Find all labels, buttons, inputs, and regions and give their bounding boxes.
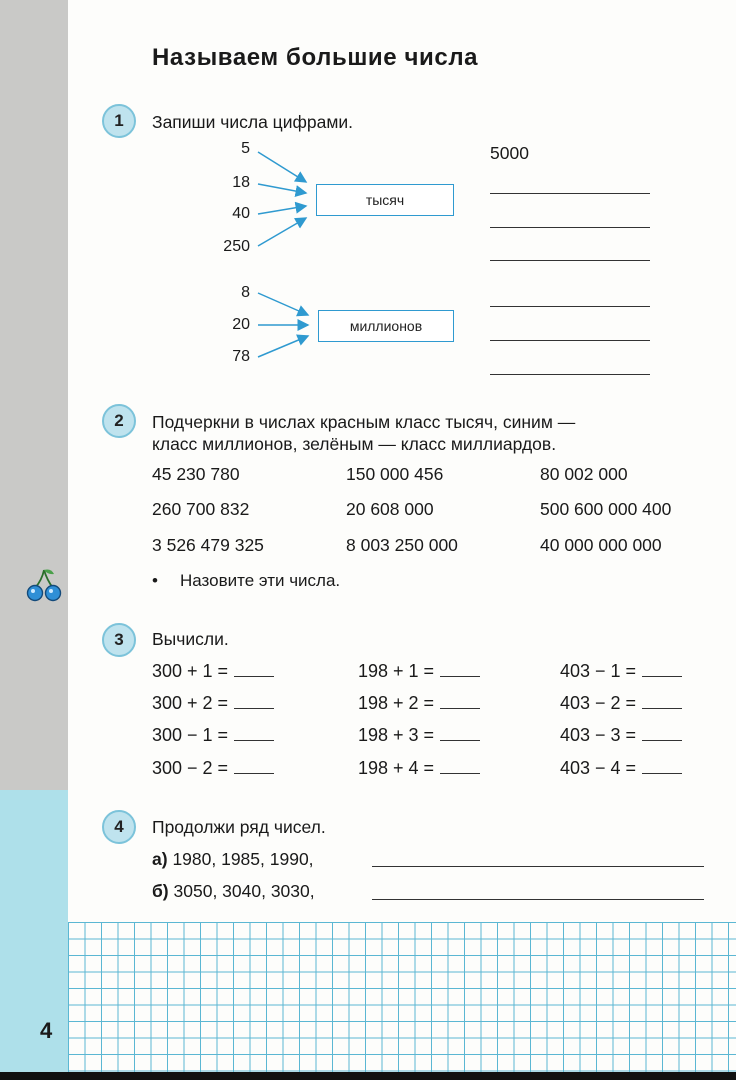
task-2-number: 2 — [102, 404, 136, 438]
number-cell: 20 608 000 — [346, 499, 434, 519]
arrow-78-millions — [258, 336, 308, 357]
task-1-instruction: Запиши числа цифрами. — [152, 112, 354, 132]
expression: 300 + 2 = — [152, 693, 274, 714]
number-cell: 45 230 780 — [152, 464, 240, 484]
series-b-values: 3050, 3040, 3030, — [173, 881, 315, 901]
arrow-250-thousands — [258, 218, 306, 246]
answer-blank[interactable] — [440, 726, 480, 741]
answer-blank[interactable] — [642, 726, 682, 741]
number-cell: 260 700 832 — [152, 499, 250, 519]
expression: 300 − 2 = — [152, 758, 274, 779]
number-cell: 150 000 456 — [346, 464, 444, 484]
answer-blank[interactable] — [234, 759, 274, 774]
millions-value-2: 20 — [232, 316, 250, 333]
expression: 403 − 2 = — [560, 693, 682, 714]
task-2-instruction-line2: класс миллионов, зелёным — класс миллиардов. — [152, 434, 557, 454]
expression: 300 − 1 = — [152, 725, 274, 746]
expression: 300 + 1 = — [152, 661, 274, 682]
arrow-18-thousands — [258, 184, 306, 193]
millions-value-3: 78 — [232, 348, 250, 365]
answer-blank[interactable] — [440, 662, 480, 677]
thousands-value-2: 18 — [232, 174, 250, 191]
number-cell: 500 600 000 400 — [540, 499, 672, 519]
series-b-answer-line[interactable] — [372, 899, 704, 900]
answer-line-1[interactable] — [490, 193, 650, 194]
arrow-5-thousands — [258, 152, 306, 182]
task-2-instruction-line1: Подчеркни в числах красным класс тысяч, синим — — [152, 412, 576, 432]
task-3-instruction: Вычисли. — [152, 629, 229, 649]
millions-value-1: 8 — [241, 284, 250, 301]
expression: 198 + 2 = — [358, 693, 480, 714]
bullet: • — [152, 571, 158, 590]
answer-blank[interactable] — [234, 694, 274, 709]
arrow-8-millions — [258, 293, 308, 315]
answer-blank[interactable] — [440, 759, 480, 774]
expression: 198 + 1 = — [358, 661, 480, 682]
thousands-value-3: 40 — [232, 205, 250, 222]
expression: 403 − 3 = — [560, 725, 682, 746]
thousands-value-1: 5 — [241, 140, 250, 157]
task-4-instruction: Продолжи ряд чисел. — [152, 817, 326, 837]
page-title: Называем большие числа — [152, 44, 479, 71]
number-cell: 80 002 000 — [540, 464, 628, 484]
answer-line-4[interactable] — [490, 306, 650, 307]
series-b-label: б) — [152, 881, 169, 901]
task-3-number: 3 — [102, 623, 136, 657]
expression: 198 + 4 = — [358, 758, 480, 779]
expression: 403 − 1 = — [560, 661, 682, 682]
expression: 403 − 4 = — [560, 758, 682, 779]
number-cell: 3 526 479 325 — [152, 535, 264, 555]
number-cell: 40 000 000 000 — [540, 535, 662, 555]
series-a-values: 1980, 1985, 1990, — [172, 849, 314, 869]
answer-blank[interactable] — [642, 694, 682, 709]
series-a-answer-line[interactable] — [372, 866, 704, 867]
thousands-box: тысяч — [316, 184, 454, 216]
task-1-number: 1 — [102, 104, 136, 138]
bottom-edge — [0, 1072, 736, 1080]
series-a — [152, 849, 314, 870]
arrow-40-thousands — [258, 206, 306, 214]
number-cell: 8 003 250 000 — [346, 535, 458, 555]
expression: 198 + 3 = — [358, 725, 480, 746]
example-answer: 5000 — [490, 143, 529, 163]
thousands-value-4: 250 — [223, 238, 250, 255]
squared-paper-grid — [68, 922, 736, 1072]
cherry-icon — [24, 566, 64, 602]
answer-line-5[interactable] — [490, 340, 650, 341]
answer-blank[interactable] — [642, 759, 682, 774]
task-2-bullet-text: Назовите эти числа. — [180, 571, 341, 590]
answer-blank[interactable] — [234, 662, 274, 677]
page-number: 4 — [40, 1018, 53, 1043]
answer-line-6[interactable] — [490, 374, 650, 375]
answer-line-2[interactable] — [490, 227, 650, 228]
task-4-number: 4 — [102, 810, 136, 844]
answer-line-3[interactable] — [490, 260, 650, 261]
left-margin-blue — [0, 790, 68, 1080]
millions-box: миллионов — [318, 310, 454, 342]
answer-blank[interactable] — [642, 662, 682, 677]
series-a-label: а) — [152, 849, 168, 869]
answer-blank[interactable] — [440, 694, 480, 709]
answer-blank[interactable] — [234, 726, 274, 741]
series-b — [152, 881, 315, 902]
